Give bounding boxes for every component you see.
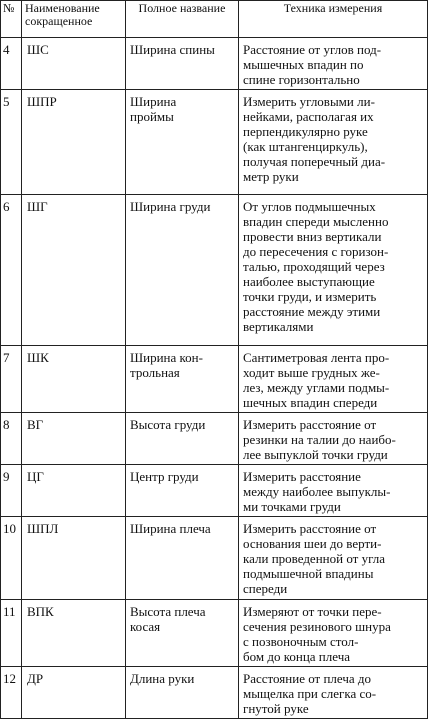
table-row: [1, 38, 428, 90]
table-row: [1, 90, 428, 195]
full-name-line: Ширина плеча: [130, 521, 211, 536]
technique-line: до пересечения с горизон-: [243, 244, 389, 259]
technique-line: перпендикулярно руке: [243, 124, 368, 139]
header-abbreviation-line: сокращенное: [25, 14, 93, 28]
row-technique: [239, 517, 428, 600]
full-name-line: косая: [130, 619, 161, 634]
table-row: [1, 517, 428, 600]
row-abbreviation: ШПР: [22, 90, 126, 195]
technique-line: шечных впадин спереди: [243, 395, 378, 410]
row-abbreviation: ШК: [22, 346, 126, 413]
header-row: [1, 1, 428, 38]
full-name-line: проймы: [130, 109, 174, 124]
technique-line: ходит выше грудных же-: [243, 365, 380, 380]
technique-line: спереди: [243, 581, 288, 596]
technique-line: расстояние между этими: [243, 304, 381, 319]
row-technique: [239, 465, 428, 517]
row-technique: [239, 38, 428, 90]
technique-line: талью, проходящий через: [243, 259, 385, 274]
technique-line: бом до конца плеча: [243, 649, 350, 664]
technique-line: спине горизонтально: [243, 72, 360, 87]
row-number: 4: [1, 38, 22, 90]
technique-line: (как штангенциркуль),: [243, 139, 368, 154]
technique-line: От углов подмышечных: [243, 199, 376, 214]
full-name-line: Центр груди: [130, 469, 199, 484]
header-number: №: [1, 1, 22, 38]
row-abbreviation: ШС: [22, 38, 126, 90]
row-full-name: [126, 90, 239, 195]
technique-line: гнутой руке: [243, 701, 309, 716]
table-row: [1, 413, 428, 465]
row-full-name: [126, 346, 239, 413]
row-technique: [239, 346, 428, 413]
technique-line: впадин спереди мысленно: [243, 214, 389, 229]
table-body: [1, 38, 428, 719]
header-technique: Техника измерения: [239, 1, 428, 38]
full-name-line: Высота груди: [130, 417, 206, 432]
row-full-name: [126, 667, 239, 719]
technique-line: получая поперечный диа-: [243, 154, 386, 169]
header-full-name: Полное название: [126, 1, 239, 38]
technique-line: лее выпуклой точки груди: [243, 447, 388, 462]
full-name-line: Высота плеча: [130, 604, 206, 619]
technique-line: Измерить расстояние от: [243, 417, 377, 432]
technique-line: подмышечной впадины: [243, 566, 374, 581]
row-technique: [239, 195, 428, 346]
row-number: 10: [1, 517, 22, 600]
row-technique: [239, 600, 428, 667]
row-abbreviation: ШГ: [22, 195, 126, 346]
row-full-name: [126, 38, 239, 90]
technique-line: резинки на талии до наибо-: [243, 432, 396, 447]
technique-line: вертикалями: [243, 319, 314, 334]
technique-line: провести вниз вертикали: [243, 229, 382, 244]
technique-line: лез, между углами подмы-: [243, 380, 390, 395]
row-abbreviation: ВПК: [22, 600, 126, 667]
row-number: 6: [1, 195, 22, 346]
row-abbreviation: ШПЛ: [22, 517, 126, 600]
row-number: 8: [1, 413, 22, 465]
row-number: 7: [1, 346, 22, 413]
full-name-line: Длина руки: [130, 671, 195, 686]
table-header: [1, 1, 428, 38]
technique-line: мышечных впадин по: [243, 57, 364, 72]
row-full-name: [126, 195, 239, 346]
full-name-line: Ширина груди: [130, 199, 211, 214]
technique-line: Измерить угловыми ли-: [243, 94, 375, 109]
row-number: 9: [1, 465, 22, 517]
table-row: [1, 600, 428, 667]
technique-line: Расстояние от углов под-: [243, 42, 382, 57]
row-number: 5: [1, 90, 22, 195]
technique-line: Измерить расстояние: [243, 469, 361, 484]
row-abbreviation: ЦГ: [22, 465, 126, 517]
technique-line: с позвоночным стол-: [243, 634, 359, 649]
technique-line: Расстояние от плеча до: [243, 671, 372, 686]
row-full-name: [126, 600, 239, 667]
row-technique: [239, 413, 428, 465]
technique-line: основания шеи до верти-: [243, 536, 382, 551]
technique-line: наиболее выступающие: [243, 274, 375, 289]
row-full-name: [126, 465, 239, 517]
technique-line: между наиболее выпуклы-: [243, 484, 391, 499]
technique-line: Измеряют от точки пере-: [243, 604, 382, 619]
technique-line: ми точками груди: [243, 499, 341, 514]
technique-line: точки груди, и измерить: [243, 289, 377, 304]
table-row: [1, 667, 428, 719]
row-number: 12: [1, 667, 22, 719]
row-technique: [239, 667, 428, 719]
technique-line: Сантиметровая лента про-: [243, 350, 390, 365]
row-number: 11: [1, 600, 22, 667]
row-full-name: [126, 517, 239, 600]
row-abbreviation: ВГ: [22, 413, 126, 465]
table-row: [1, 195, 428, 346]
technique-line: метр руки: [243, 169, 299, 184]
header-abbreviation-line: Наименование: [25, 1, 100, 15]
row-full-name: [126, 413, 239, 465]
full-name-line: Ширина: [130, 94, 177, 109]
header-abbreviation: [22, 1, 126, 38]
full-name-line: трольная: [130, 365, 180, 380]
technique-line: мыщелка при слегка со-: [243, 686, 377, 701]
table-row: [1, 346, 428, 413]
technique-line: нейками, располагая их: [243, 109, 374, 124]
row-technique: [239, 90, 428, 195]
full-name-line: Ширина кон-: [130, 350, 203, 365]
full-name-line: Ширина спины: [130, 42, 215, 57]
technique-line: кали проведенной от угла: [243, 551, 386, 566]
row-abbreviation: ДР: [22, 667, 126, 719]
technique-line: сечения резинового шнура: [243, 619, 391, 634]
table-row: [1, 465, 428, 517]
technique-line: Измерить расстояние от: [243, 521, 377, 536]
